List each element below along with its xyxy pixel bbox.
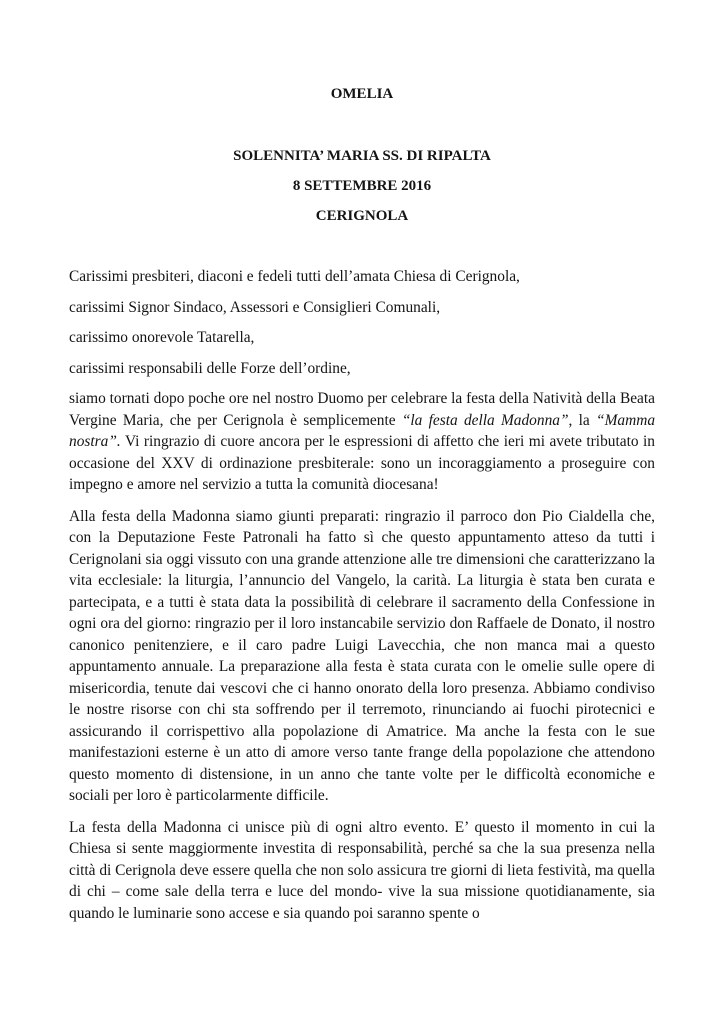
salutation-line: Carissimi presbiteri, diaconi e fedeli tutti dell’amata Chiesa di Cerignola, <box>69 268 520 285</box>
paragraph-1-quote1: “la festa della Madonna” <box>401 411 569 429</box>
paragraph-1-part1: siamo tornati dopo poche ore nel nostro Duomo per celebrare la festa della Natività della Beata Vergine Maria, che per Cerignola è semplicemente <box>69 390 655 429</box>
paragraph-1-quote2: “Mamma nostra”. <box>69 411 656 450</box>
document-place: CERIGNOLA <box>315 208 409 224</box>
salutation-line: carissimi responsabili delle Forze dell’ordine, <box>69 359 351 377</box>
paragraph-3: La festa della Madonna ci unisce più di ogni altro evento. E’ questo il momento in cui la Chiesa si sente maggiormente investita di responsabilità, perché sa che la sua presenza nella città di Cerignola deve essere quella che non solo assicura tre giorni di lieta festività, ma quella di chi – come sale della terra e luce del mondo- vive la sua missione quotidianamente, sia quando le luminarie sono accese e sia quando poi saranno spente o <box>69 818 655 922</box>
document-body <box>69 266 655 934</box>
paragraph-1-part3: Vi ringrazio di cuore ancora per le espressioni di affetto che ieri mi avete tributato in occasione del XXV di ordinazione presbiterale: sono un incoraggiamento a proseguire con impegno e amore nel servizio a tutta la comunità diocesana! <box>69 433 655 493</box>
salutation-line: carissimi Signor Sindaco, Assessori e Consiglieri Comunali, <box>69 298 441 316</box>
salutation-line: carissimo onorevole Tatarella, <box>69 329 255 346</box>
document-subtitle: SOLENNITA’ MARIA SS. DI RIPALTA <box>233 148 491 164</box>
document-date: 8 SETTEMBRE 2016 <box>292 178 432 194</box>
document-title: OMELIA <box>330 86 394 102</box>
paragraph-1 <box>69 388 655 496</box>
paragraph-2: Alla festa della Madonna siamo giunti preparati: ringrazio il parroco don Pio Cialdella che, con la Deputazione Feste Patronali ha fatto sì che questo appuntamento atteso da tutti i Cerignolani sia oggi vissuto con una grande attenzione alle tre dimensioni che caratterizzano la vita ecclesiale: la liturgia, l’annuncio del Vangelo, la carità. La liturgia è stata ben curata e partecipata, e a tutti è stata data la possibilità di celebrare il sacramento della Confessione in ogni ora del giorno: ringrazio per il loro instancabile servizio don Raffaele de Donato, il nostro canonico penitenziere, e il caro padre Luigi Lavecchia, che non manca mai a questo appuntamento annuale. La preparazione alla festa è stata curata con le omelie sulle opere di misericordia, tenute dai vescovi che ci hanno onorato della loro presenza. Abbiamo condiviso le nostre risorse con chi sta soffrendo per il terremoto, rinunciando ai fuochi pirotecnici e assicurando il corrispettivo alla popolazione di Amatrice. Ma anche la festa con le sue manifestazioni esterne è un atto di amore verso tante frange della popolazione che attendono questo momento di distensione, in un anno che tante volte per le difficoltà economiche e sociali per loro è particolarmente difficile. <box>69 507 655 804</box>
paragraph-1-part2: , la <box>568 411 597 429</box>
